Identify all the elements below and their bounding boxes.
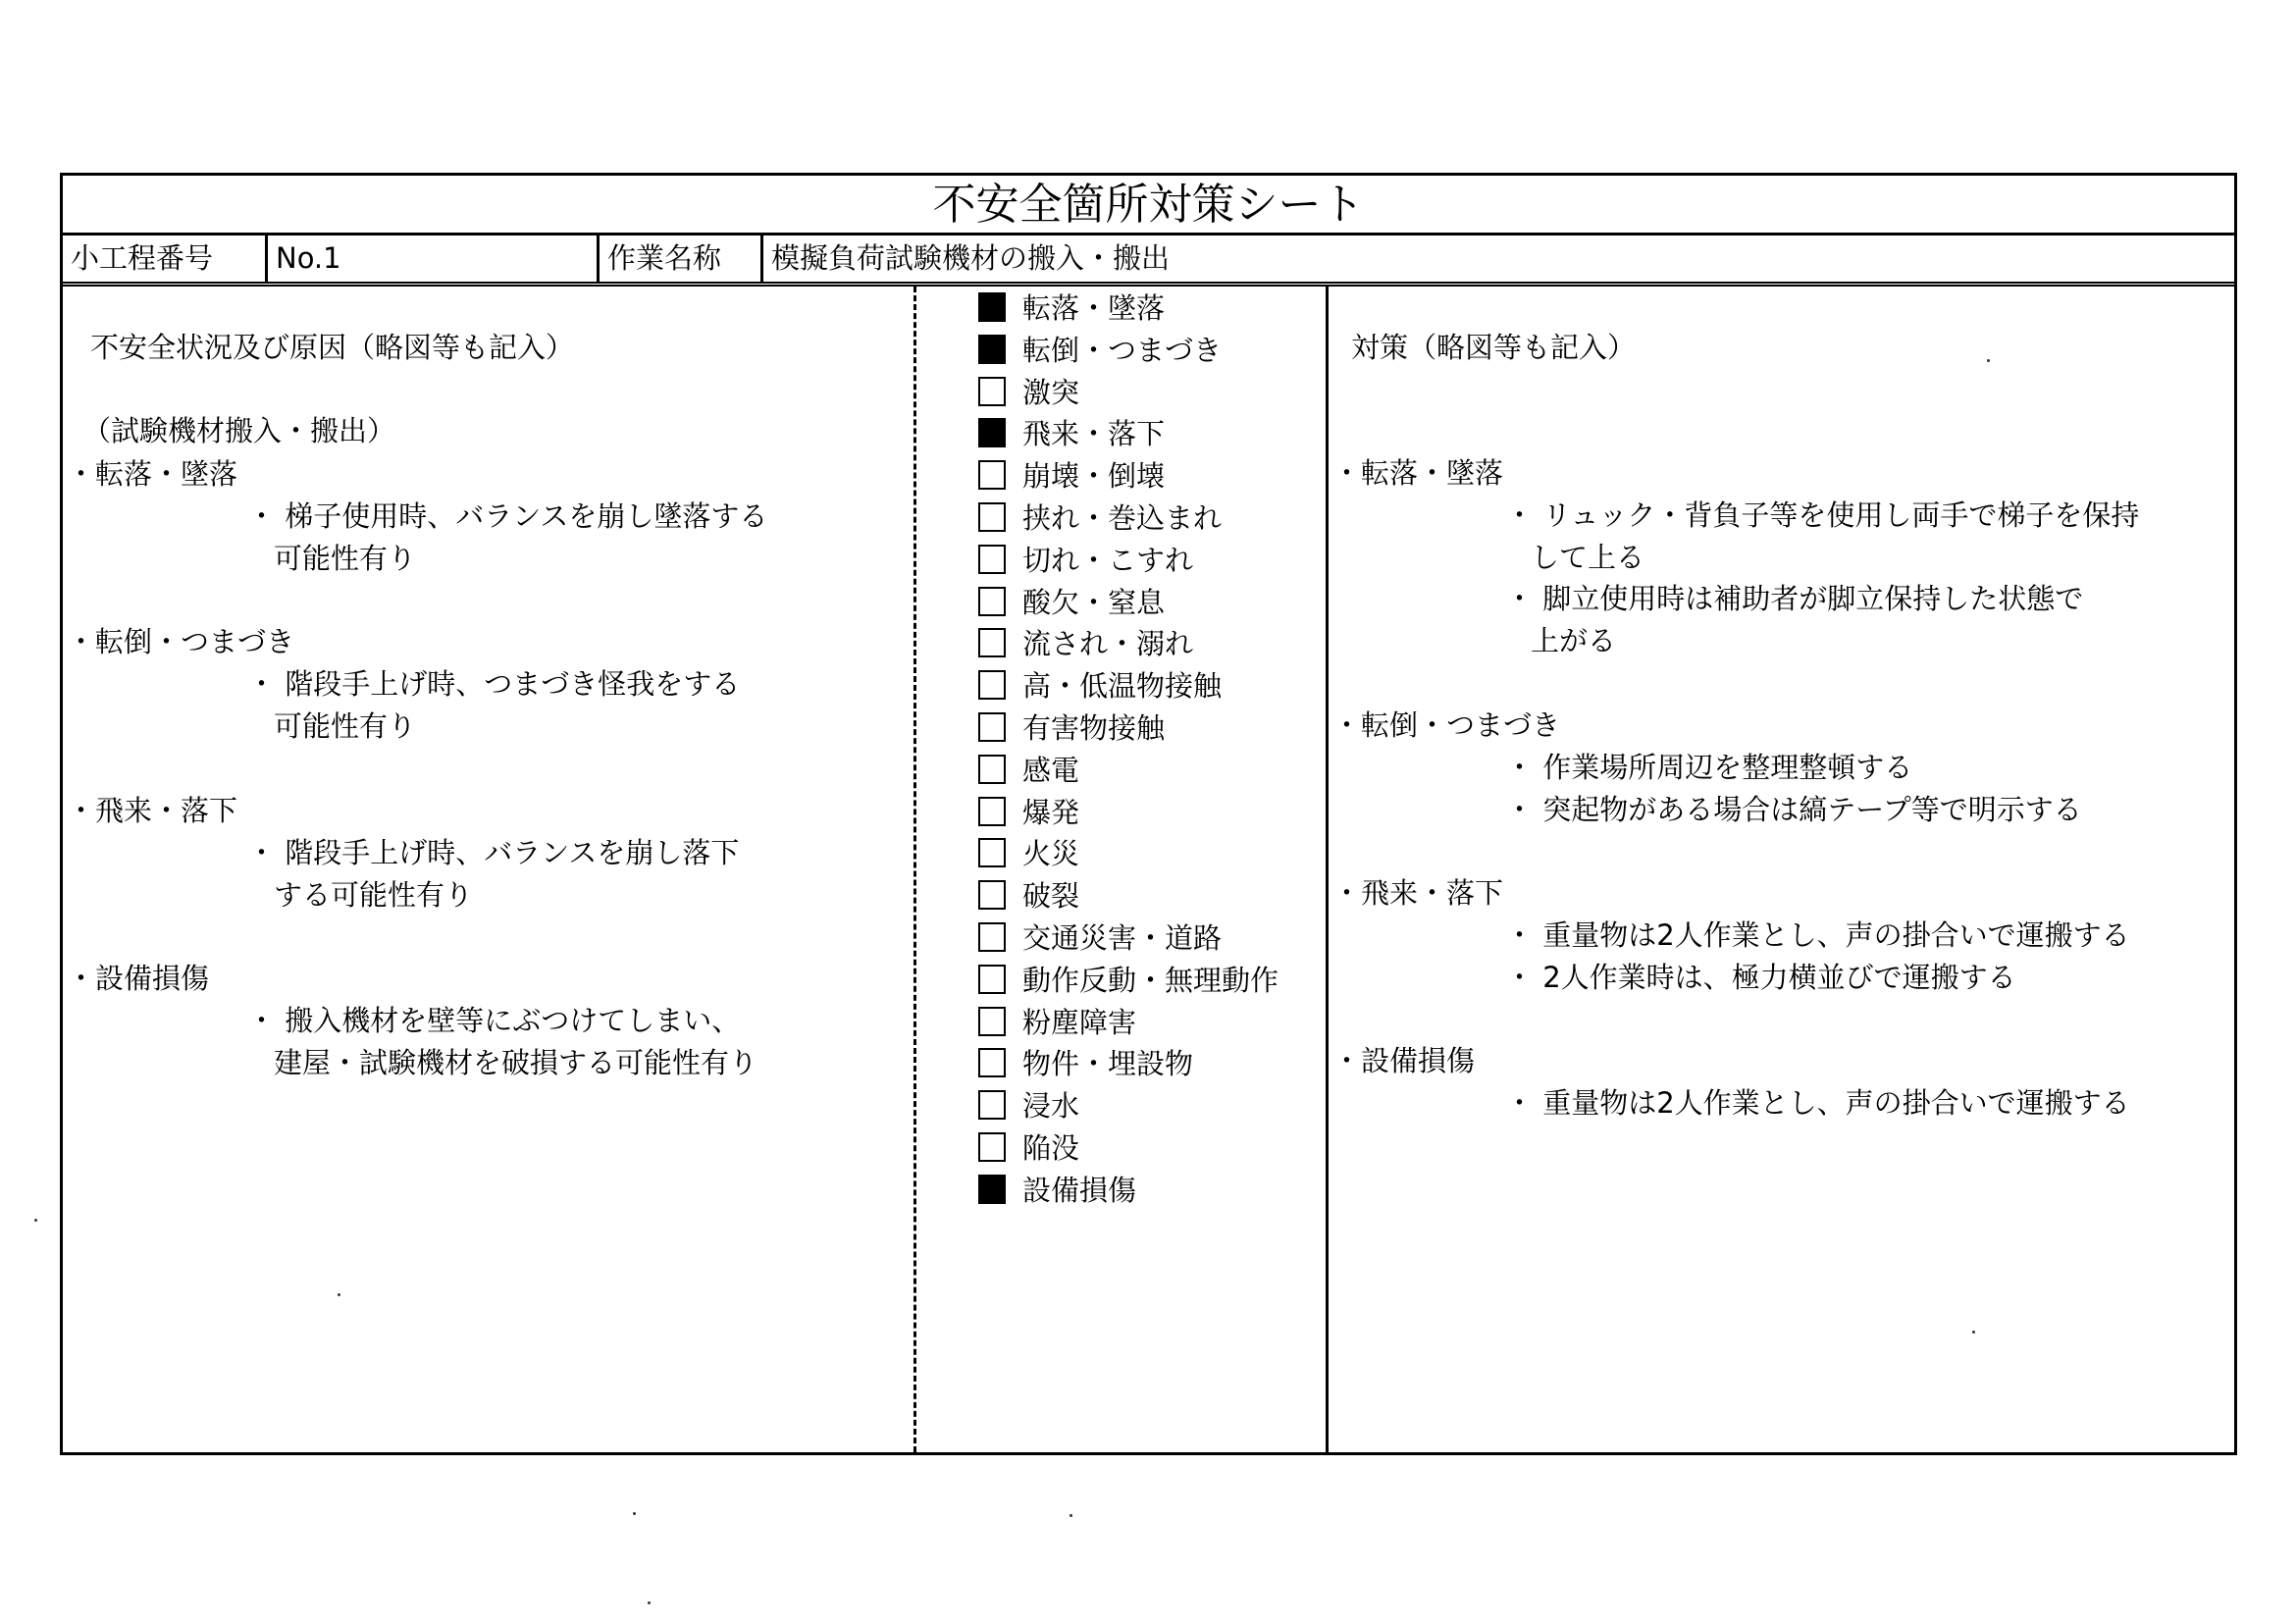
unsafe-conditions-column	[63, 287, 916, 1452]
scan-speck	[633, 1512, 636, 1515]
process-no-value: No.1	[268, 236, 600, 282]
scan-speck	[1070, 1514, 1072, 1517]
checklist-item-label: 転倒・つまづき	[1022, 333, 1223, 367]
checked-checkbox[interactable]	[978, 418, 1006, 447]
checklist-item-label: 設備損傷	[1022, 1173, 1137, 1207]
right-section-title: ・転落・墜落	[1332, 456, 1504, 490]
checklist-item-label: 有害物接触	[1022, 711, 1166, 745]
checklist-item-label: 激突	[1022, 375, 1080, 409]
checklist-item-label: 酸欠・窒息	[1022, 585, 1166, 619]
checklist-item-label: 交通災害・道路	[1022, 921, 1223, 955]
checklist-item-label: 動作反動・無理動作	[1022, 963, 1279, 997]
right-section-line: 上がる	[1531, 624, 1617, 657]
hazard-checklist	[916, 287, 1329, 1452]
checklist-item-label: 浸水	[1022, 1089, 1080, 1124]
unchecked-checkbox[interactable]	[978, 545, 1006, 574]
unchecked-checkbox[interactable]	[978, 880, 1006, 910]
checklist-item-label: 転落・墜落	[1022, 291, 1166, 325]
scan-speck	[34, 1219, 37, 1222]
checklist-item-label: 陥没	[1022, 1131, 1080, 1165]
left-section-line: 可能性有り	[274, 709, 417, 743]
checked-checkbox[interactable]	[978, 1175, 1006, 1204]
left-section-line: する可能性有り	[274, 878, 474, 912]
left-section-line: ・ 階段手上げ時、バランスを崩し落下	[247, 836, 740, 869]
unchecked-checkbox[interactable]	[978, 755, 1006, 784]
right-section-line: ・ 重量物は2人作業とし、声の掛合いで運搬する	[1505, 1086, 2130, 1120]
checklist-item-label: 爆発	[1022, 795, 1080, 829]
left-section-title: ・飛来・落下	[67, 794, 238, 827]
right-section-line: ・ 作業場所周辺を整理整頓する	[1505, 751, 1913, 784]
unchecked-checkbox[interactable]	[978, 670, 1006, 700]
unchecked-checkbox[interactable]	[978, 922, 1006, 952]
unchecked-checkbox[interactable]	[978, 1048, 1006, 1077]
checklist-item-label: 飛来・落下	[1022, 417, 1166, 451]
unchecked-checkbox[interactable]	[978, 587, 1006, 616]
right-section-title: ・飛来・落下	[1332, 876, 1504, 910]
work-name-label: 作業名称	[600, 236, 763, 282]
right-section-line: ・ 2人作業時は、極力横並びで運搬する	[1505, 961, 2016, 994]
right-section-line: ・ 重量物は2人作業とし、声の掛合いで運搬する	[1505, 918, 2130, 952]
checklist-item-label: 火災	[1022, 837, 1080, 871]
right-section-title: ・設備損傷	[1332, 1044, 1476, 1077]
unchecked-checkbox[interactable]	[978, 628, 1006, 657]
left-subheading: （試験機材搬入・搬出）	[82, 414, 396, 447]
checklist-item-label: 感電	[1022, 753, 1080, 787]
left-section-line: ・ 搬入機材を壁等にぶつけてしまい、	[247, 1004, 741, 1037]
unchecked-checkbox[interactable]	[978, 502, 1006, 532]
right-section-line: ・ 脚立使用時は補助者が脚立保持した状態で	[1505, 582, 2084, 615]
checklist-item-label: 高・低温物接触	[1022, 669, 1223, 704]
left-section-title: ・転落・墜落	[67, 457, 238, 491]
checked-checkbox[interactable]	[978, 292, 1006, 322]
left-section-line: ・ 階段手上げ時、つまづき怪我をする	[247, 667, 741, 701]
countermeasures-column	[1329, 287, 2234, 1452]
right-section-line: して上る	[1531, 541, 1645, 574]
left-section-line: ・ 梯子使用時、バランスを崩し墜落する	[247, 499, 768, 533]
right-heading: 対策（略図等も記入）	[1351, 331, 1637, 364]
unchecked-checkbox[interactable]	[978, 838, 1006, 867]
right-section-line: ・ リュック・背負子等を使用し両手で梯子を保持	[1505, 498, 2140, 532]
checklist-item-label: 流され・溺れ	[1022, 627, 1194, 661]
unchecked-checkbox[interactable]	[978, 1132, 1006, 1162]
scan-speck	[1987, 359, 1990, 362]
sheet-body	[63, 287, 2234, 1452]
scan-speck	[648, 1601, 651, 1604]
safety-countermeasure-sheet	[60, 173, 2237, 1455]
scan-speck	[338, 1293, 340, 1296]
checklist-item-label: 崩壊・倒壊	[1022, 459, 1166, 494]
left-section-title: ・設備損傷	[67, 962, 210, 995]
left-heading: 不安全状況及び原因（略図等も記入）	[90, 331, 575, 364]
left-section-line: 建屋・試験機材を破損する可能性有り	[274, 1046, 758, 1079]
unchecked-checkbox[interactable]	[978, 377, 1006, 406]
left-section-line: 可能性有り	[274, 542, 417, 575]
checklist-item-label: 切れ・こすれ	[1022, 543, 1194, 577]
unchecked-checkbox[interactable]	[978, 460, 1006, 490]
sheet-title: 不安全箇所対策シート	[63, 176, 2234, 236]
info-row	[63, 236, 2234, 287]
checked-checkbox[interactable]	[978, 335, 1006, 364]
checklist-item-label: 挟れ・巻込まれ	[1022, 501, 1223, 535]
checklist-item-label: 破裂	[1022, 879, 1080, 914]
work-name-value: 模擬負荷試験機材の搬入・搬出	[771, 241, 1171, 275]
unchecked-checkbox[interactable]	[978, 1007, 1006, 1036]
scan-speck	[1972, 1331, 1975, 1334]
right-section-line: ・ 突起物がある場合は縞テープ等で明示する	[1505, 793, 2082, 826]
process-no-label: 小工程番号	[63, 236, 268, 282]
checklist-item-label: 粉塵障害	[1022, 1005, 1137, 1039]
unchecked-checkbox[interactable]	[978, 965, 1006, 994]
left-section-title: ・転倒・つまづき	[67, 625, 295, 658]
unchecked-checkbox[interactable]	[978, 797, 1006, 826]
unchecked-checkbox[interactable]	[978, 1090, 1006, 1120]
unchecked-checkbox[interactable]	[978, 712, 1006, 742]
right-section-title: ・転倒・つまづき	[1332, 708, 1561, 742]
checklist-item-label: 物件・埋設物	[1022, 1047, 1194, 1081]
